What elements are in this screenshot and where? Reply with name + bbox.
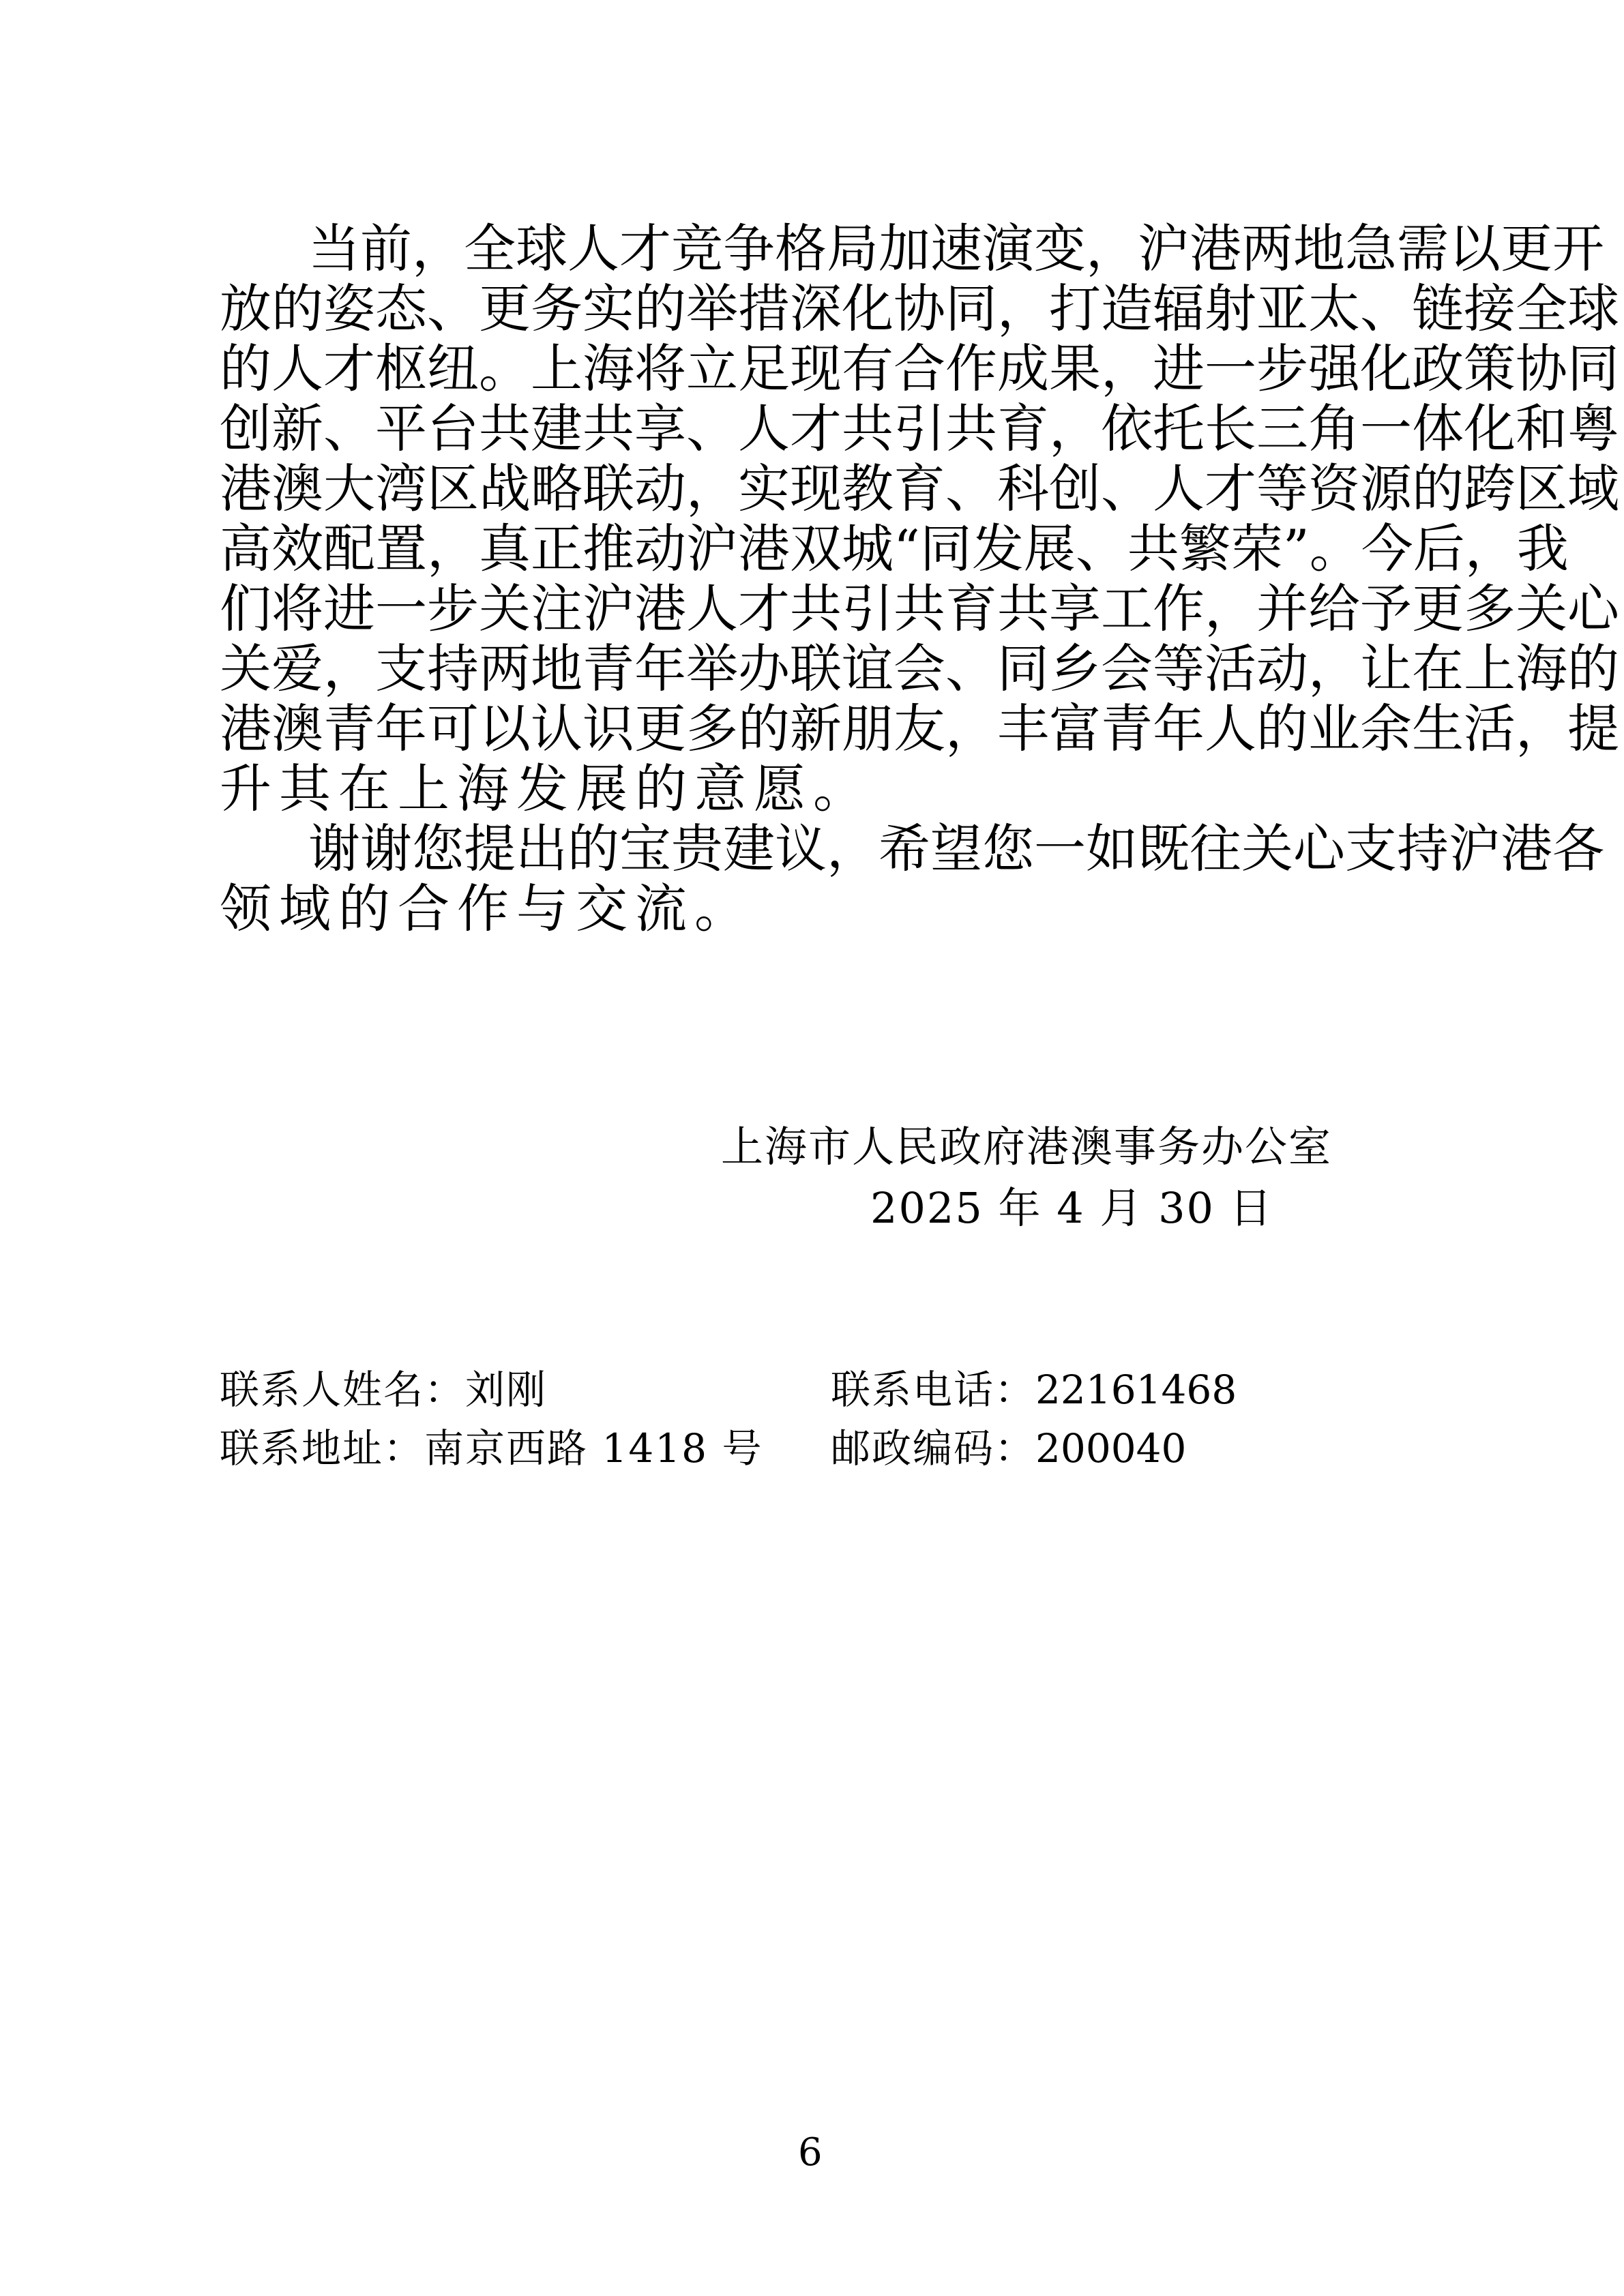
- page-number: 6: [798, 2130, 823, 2175]
- body-line: 们将进一步关注沪港人才共引共育共享工作，并给予更多关心: [220, 578, 1619, 639]
- contact-name: [220, 1360, 547, 1420]
- body-line: 高效配置，真正推动沪港双城“同发展、共繁荣”。今后，我: [220, 518, 1569, 579]
- signature-office: 上海市人民政府港澳事务办公室: [721, 1122, 1333, 1172]
- body-line: 升其在上海发展的意愿。: [220, 758, 872, 819]
- contact-address-value: 南京西路 1418 号: [424, 1425, 763, 1472]
- contact-phone-label: 联系电话：: [831, 1367, 1036, 1413]
- contact-phone: [831, 1360, 1237, 1420]
- contact-postcode: [831, 1418, 1186, 1478]
- body-line: 领域的合作与交流。: [220, 878, 754, 939]
- body-line: 当前，全球人才竞争格局加速演变，沪港两地急需以更开: [308, 218, 1604, 279]
- body-line: 的人才枢纽。上海将立足现有合作成果，进一步强化政策协同: [220, 338, 1619, 399]
- body-line: 放的姿态、更务实的举措深化协同，打造辐射亚太、链接全球: [220, 278, 1619, 339]
- contact-name-value: 刘刚: [465, 1367, 548, 1413]
- body-line: 港澳青年可以认识更多的新朋友，丰富青年人的业余生活，提: [220, 698, 1619, 759]
- body-line: 创新、平台共建共享、人才共引共育，依托长三角一体化和粤: [220, 398, 1619, 459]
- contact-postcode-value: 200040: [1035, 1425, 1187, 1472]
- contact-name-label: 联系人姓名：: [220, 1367, 466, 1413]
- signature-date: 2025 年 4 月 30 日: [870, 1183, 1273, 1233]
- contact-address-label: 联系地址：: [220, 1425, 425, 1472]
- body-line: 港澳大湾区战略联动，实现教育、科创、人才等资源的跨区域: [220, 458, 1619, 519]
- body-line: 关爱，支持两地青年举办联谊会、同乡会等活动，让在上海的: [220, 638, 1619, 699]
- contact-address: [220, 1418, 763, 1478]
- contact-postcode-label: 邮政编码：: [831, 1425, 1036, 1472]
- contact-phone-value: 22161468: [1035, 1367, 1237, 1413]
- body-line: 谢谢您提出的宝贵建议，希望您一如既往关心支持沪港各: [308, 818, 1604, 879]
